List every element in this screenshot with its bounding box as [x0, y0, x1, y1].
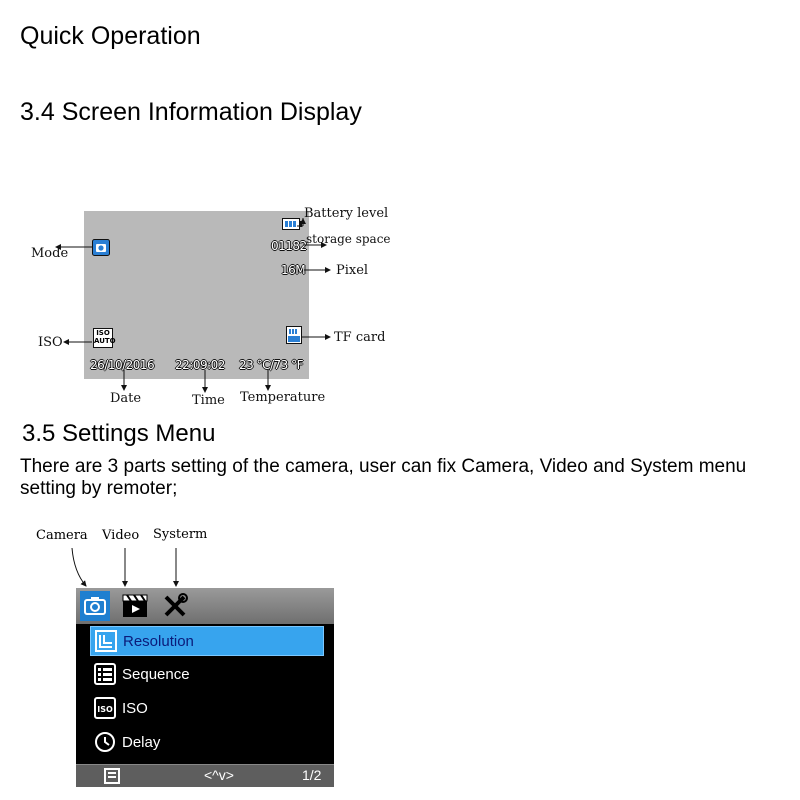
label-video: Video: [102, 528, 140, 543]
callout-battery-level: Battery level: [304, 206, 389, 221]
section-title-settings-menu: 3.5 Settings Menu: [22, 420, 216, 447]
tab-camera[interactable]: [80, 591, 110, 621]
menu-item-label: ISO: [122, 699, 148, 717]
section-title-quick-operation: Quick Operation: [20, 22, 201, 50]
label-camera: Camera: [36, 528, 88, 543]
tab-system[interactable]: [160, 591, 190, 621]
menu-item-label: Sequence: [122, 665, 190, 683]
callout-pixel: Pixel: [336, 263, 369, 278]
sequence-icon: [94, 663, 116, 685]
menu-item-label: Resolution: [123, 632, 194, 650]
callout-iso: ISO: [38, 335, 63, 350]
tab-video[interactable]: [120, 591, 150, 621]
time-value: 22:09:02: [175, 358, 225, 372]
date-value: 26/10/2016: [90, 358, 155, 372]
resolution-icon: [95, 630, 117, 652]
navigation-arrows[interactable]: <^v>: [204, 767, 234, 783]
menu-status-bar: [76, 764, 334, 787]
svg-text:ISO: ISO: [97, 705, 113, 714]
label-system: Systerm: [153, 527, 208, 542]
storage-count: 01182: [271, 239, 307, 253]
menu-item-label: Delay: [122, 733, 161, 751]
callout-mode: Mode: [31, 246, 69, 261]
callout-temperature: Temperature: [240, 390, 326, 405]
tools-icon: [162, 593, 188, 619]
delay-icon: [94, 731, 116, 753]
callout-time: Time: [192, 393, 225, 408]
menu-item-resolution[interactable]: [90, 626, 324, 656]
clapperboard-icon: [122, 594, 148, 618]
callout-date: Date: [110, 391, 142, 406]
page-indicator: 1/2: [302, 767, 322, 783]
menu-item-sequence[interactable]: [90, 660, 322, 688]
callout-tf-card: TF card: [334, 330, 386, 345]
settings-description: There are 3 parts setting of the camera, user can fix Camera, Video and System menu setting by remoter;: [20, 456, 747, 499]
menu-tab-bar: [76, 588, 334, 624]
settings-menu-screen: [76, 588, 334, 786]
menu-item-iso[interactable]: [90, 694, 322, 722]
iso-icon-text: ISO: [96, 329, 110, 337]
pixel-value: 16M: [281, 263, 306, 277]
temperature-value: 23 °C/73 °F: [239, 358, 303, 372]
menu-list-icon: [104, 768, 120, 784]
callout-storage-space: storage space: [306, 232, 391, 246]
camera-icon: [84, 597, 106, 615]
menu-item-delay[interactable]: [90, 728, 322, 756]
iso-icon: [94, 697, 116, 719]
iso-icon-auto-text: AUTO: [94, 337, 116, 345]
section-title-screen-info: 3.4 Screen Information Display: [20, 98, 362, 126]
